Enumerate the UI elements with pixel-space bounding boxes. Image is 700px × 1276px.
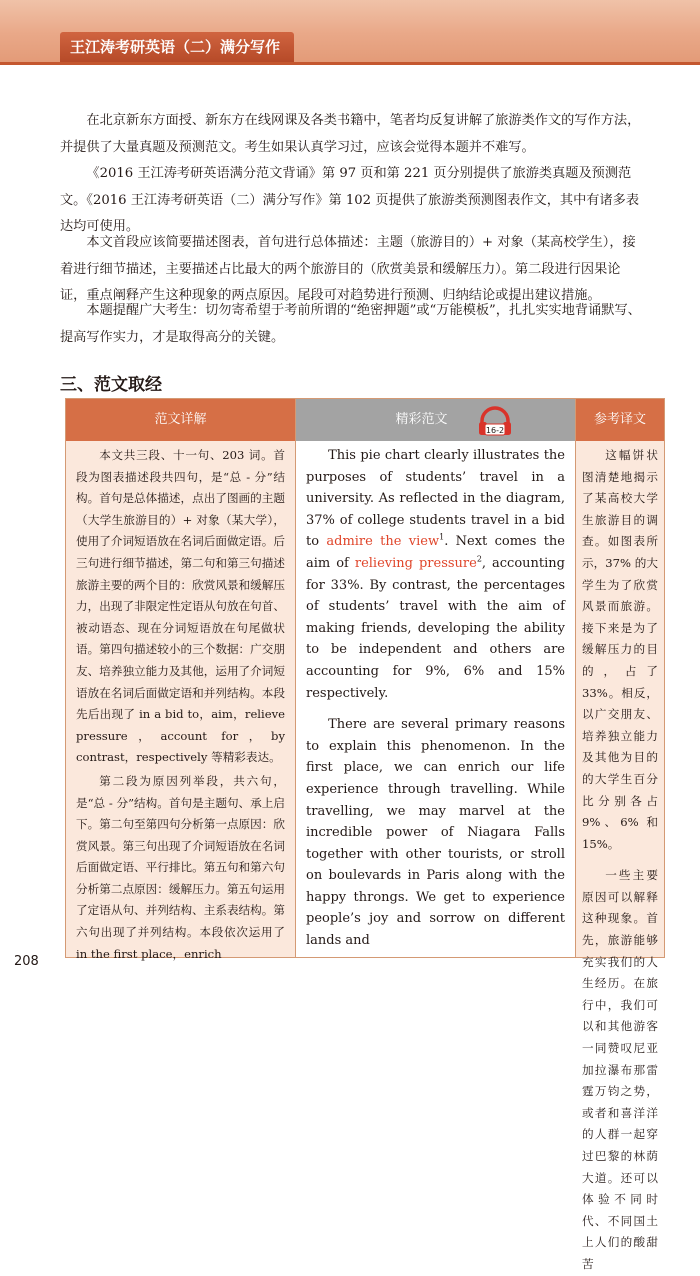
translation-column: [576, 399, 664, 1271]
essay-paragraph-2: There are several primary reasons to explain this phenomenon. In the first place, we can enrich our life experience through travelling. While travelling, we may marvel at the incredible power of Niagara Falls together with other tourists, or stroll on boulevards in Paris along with the happy throngs. We get to experience people’s joy and sorrow on different lands and: [306, 717, 565, 949]
analysis-column: [66, 399, 296, 961]
translation-paragraph-2: 一些主要原因可以解释这种现象。首先，旅游能够充实我们的人生经历。在旅行中，我们可以和其他游客一同赞叹尼亚加拉瀑布那雷霆万钧之势，或者和喜洋洋的人群一起穿过巴黎的林荫大道。还可以体验不同时代、不同国土上人们的酸甜苦: [582, 868, 658, 1271]
analysis-column-header: 范文详解: [66, 399, 295, 441]
audio-track-label: 16-2: [485, 426, 505, 435]
header-rule: [0, 62, 700, 65]
highlight-admire-the-view: admire the view: [326, 534, 440, 550]
footnote-1: 1: [439, 533, 445, 543]
translation-paragraph-1: 这幅饼状图清楚地揭示了某高校大学生旅游目的调查。如图表所示，37% 的大学生为了欣赏风景而旅游。接下来是为了缓解压力的目的，占了 33%。相反，以广交朋友、培养独立能力及其他为目的的大学生百分比分别各占 9%、6% 和 15%。: [582, 448, 658, 851]
headphones-icon[interactable]: [477, 404, 513, 438]
intro-paragraph-4: 本题提醒广大考生：切勿寄希望于考前所谓的“绝密押题”或“万能模板”，扎扎实实地背诵默写、提高写作实力，才是取得高分的关键。: [60, 303, 641, 345]
footnote-2: 2: [476, 554, 482, 564]
section-heading: 三、范文取经: [60, 375, 162, 395]
translation-column-header: 参考译文: [576, 399, 664, 441]
intro-paragraph-1: 在北京新东方面授、新东方在线网课及各类书籍中，笔者均反复讲解了旅游类作文的写作方法，并提供了大量真题及预测范文。考生如果认真学习过，应该会觉得本题并不难写。: [60, 113, 641, 155]
essay-paragraph-1: This pie chart clearly illustrates the purposes of students’ travel in a university. As reflected in the diagram, 37% of college students travel in a bid to admire the view$^1$. Next comes the aim of relieving pressure$^2$, accounting for 33%. By contrast, the percentages of students’ travel with the aim of making friends, developing the ability to be independent and others are accounting for 9%, 6% and 15% respectively.: [306, 448, 565, 701]
essay-column-title: 精彩范文: [395, 412, 448, 427]
essay-column-header: [296, 399, 575, 441]
analysis-paragraph-2: 第二段为原因列举段，共六句，是“总 - 分”结构。首句是主题句、承上启下。第二句至第四句分析第一点原因：欣赏风景。第三句出现了介词短语放在名词后面做定语、平行排比。第五句和第六句分析第二点原因：缓解压力。第五句运用了定语从句、并列结构、主系表结构。第六句出现了并列结构。本段依次运用了 in the first place，enrich: [76, 773, 285, 961]
page-number: 208: [14, 954, 39, 969]
intro-paragraph-2: 《2016 王江涛考研英语满分范文背诵》第 97 页和第 221 页分别提供了旅游类真题及预测范文。《2016 王江涛考研英语（二）满分写作》第 102 页提供了旅游类预测图表作文，其中有诸多表达均可使用。: [60, 166, 640, 234]
highlight-relieving-pressure: relieving pressure: [354, 555, 477, 571]
intro-paragraph-3: 本文首段应该简要描述图表，首句进行总体描述：主题（旅游目的）+ 对象（某高校学生），接着进行细节描述，主要描述占比最大的两个旅游目的（欣赏美景和缓解压力）。第二段进行因果论证，重点阐释产生这种现象的两点原因。尾段可对趋势进行预测、归纳结论或提出建议措施。: [60, 235, 636, 303]
book-title: 王江涛考研英语（二）满分写作: [60, 32, 294, 62]
analysis-paragraph-1: 本文共三段、十一句、203 词。首段为图表描述段共四句，是“总 - 分”结构。首句是总体描述，点出了图画的主题（大学生旅游目的）+ 对象（某大学），使用了介词短语放在名词后面做定语。后三句进行细节描述，第二句和第三句描述旅游主要的两个目的：欣赏风景和缓解压力，出现了非限定性定语从句放在句首、被动语态、现在分词短语放在句尾做状语。第四句描述较小的三个数据：广交朋友、培养独立能力及其他，运用了介词短语放在名词后面做定语和并列结构。本段先后出现了 in a bid to，aim，relieve pressure，account for，by contrast，respectively 等精彩表达。: [76, 448, 285, 765]
essay-column: [296, 399, 576, 957]
sample-essay-table: [65, 398, 665, 1271]
